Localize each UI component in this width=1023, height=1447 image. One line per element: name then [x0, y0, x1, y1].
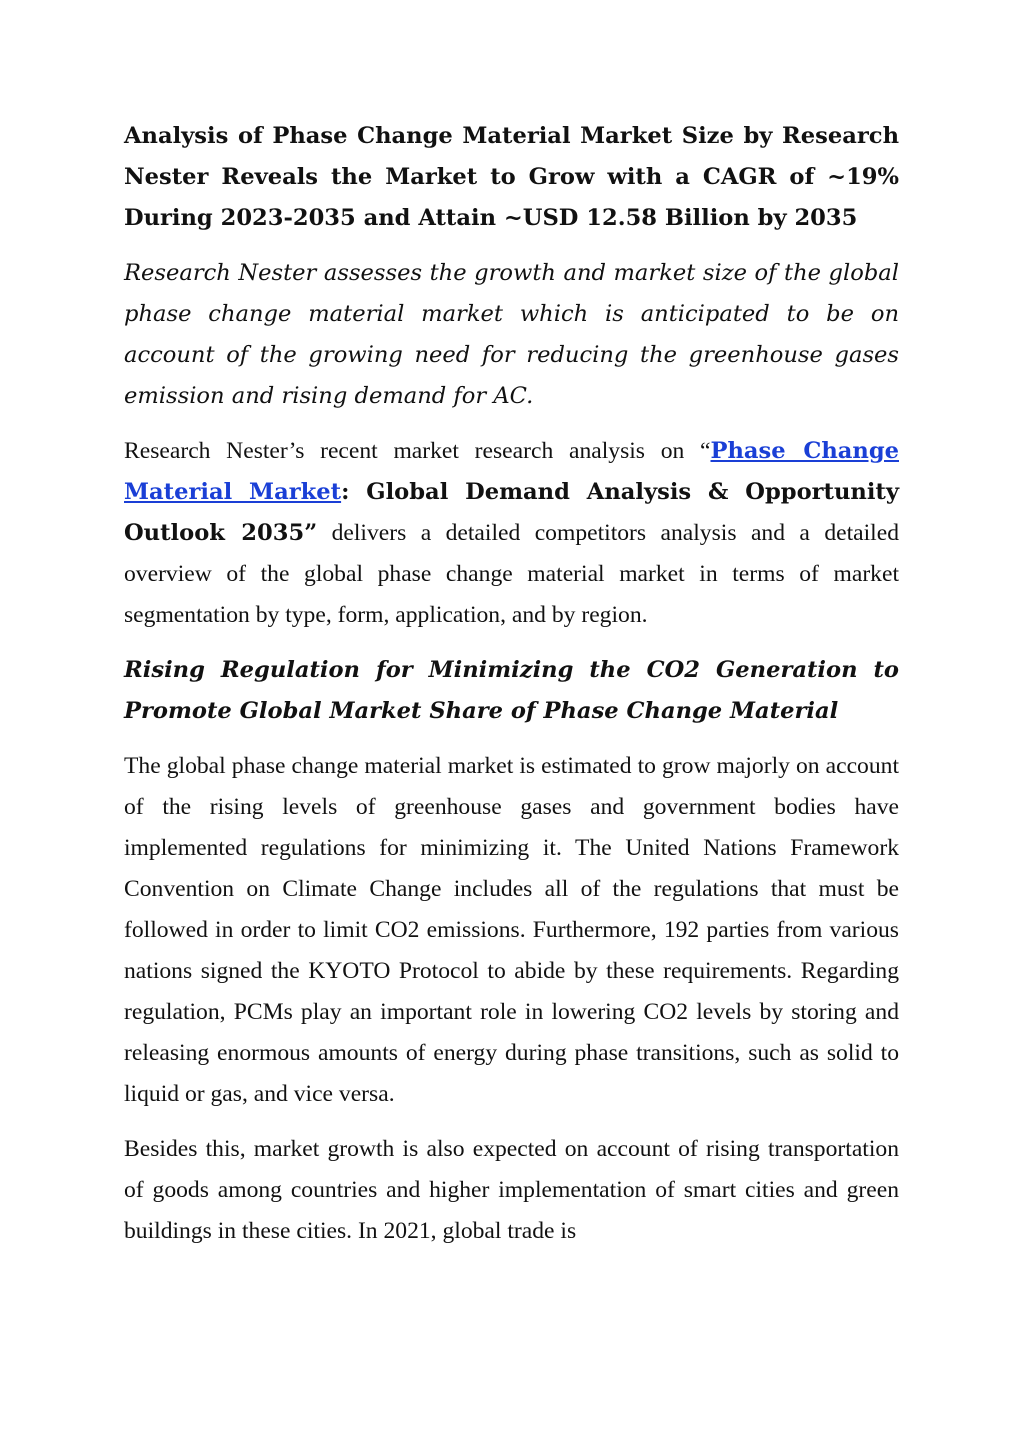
- report-title-bold: : Global Demand Analysis & Opportunity Outlook 2035”: [124, 479, 899, 546]
- body-paragraph-1: The global phase change material market is estimated to grow majorly on account of the rising levels of greenhouse gases and government bodies have implemented regulations for minimizing it. The United Nations Framework Convention on Climate Change includes all of the regulations that must be followed in order to limit CO2 emissions. Furthermore, 192 parties from various nations signed the KYOTO Protocol to abide by these requirements. Regarding regulation, PCMs play an important role in lowering CO2 levels by storing and releasing enormous amounts of energy during phase transitions, such as solid to liquid or gas, and vice versa.: [124, 753, 899, 1107]
- document-page: [124, 116, 899, 1266]
- report-link[interactable]: Phase Change Material Market: [124, 438, 899, 505]
- article-lead: Research Nester assesses the growth and market size of the global phase change material market which is anticipated to be on account of the growing need for reducing the greenhouse gases emission and rising demand for AC.: [124, 260, 899, 409]
- intro-suffix: delivers a detailed competitors analysis and a detailed overview of the global phase change material market in terms of market segmentation by type, form, application, and by region.: [124, 520, 899, 628]
- body-paragraph-2: Besides this, market growth is also expected on account of rising transportation of goods among countries and higher implementation of smart cities and green buildings in these cities. In 2021, global trade is: [124, 1136, 899, 1244]
- intro-paragraph: [124, 431, 899, 636]
- section-subheading: Rising Regulation for Minimizing the CO2 Generation to Promote Global Market Share of Phase Change Material: [124, 657, 899, 724]
- article-title: Analysis of Phase Change Material Market Size by Research Nester Reveals the Market to Grow with a CAGR of ~19% During 2023-2035 and Attain ~USD 12.58 Billion by 2035: [124, 123, 899, 231]
- intro-prefix: Research Nester’s recent market research analysis on “: [124, 438, 711, 464]
